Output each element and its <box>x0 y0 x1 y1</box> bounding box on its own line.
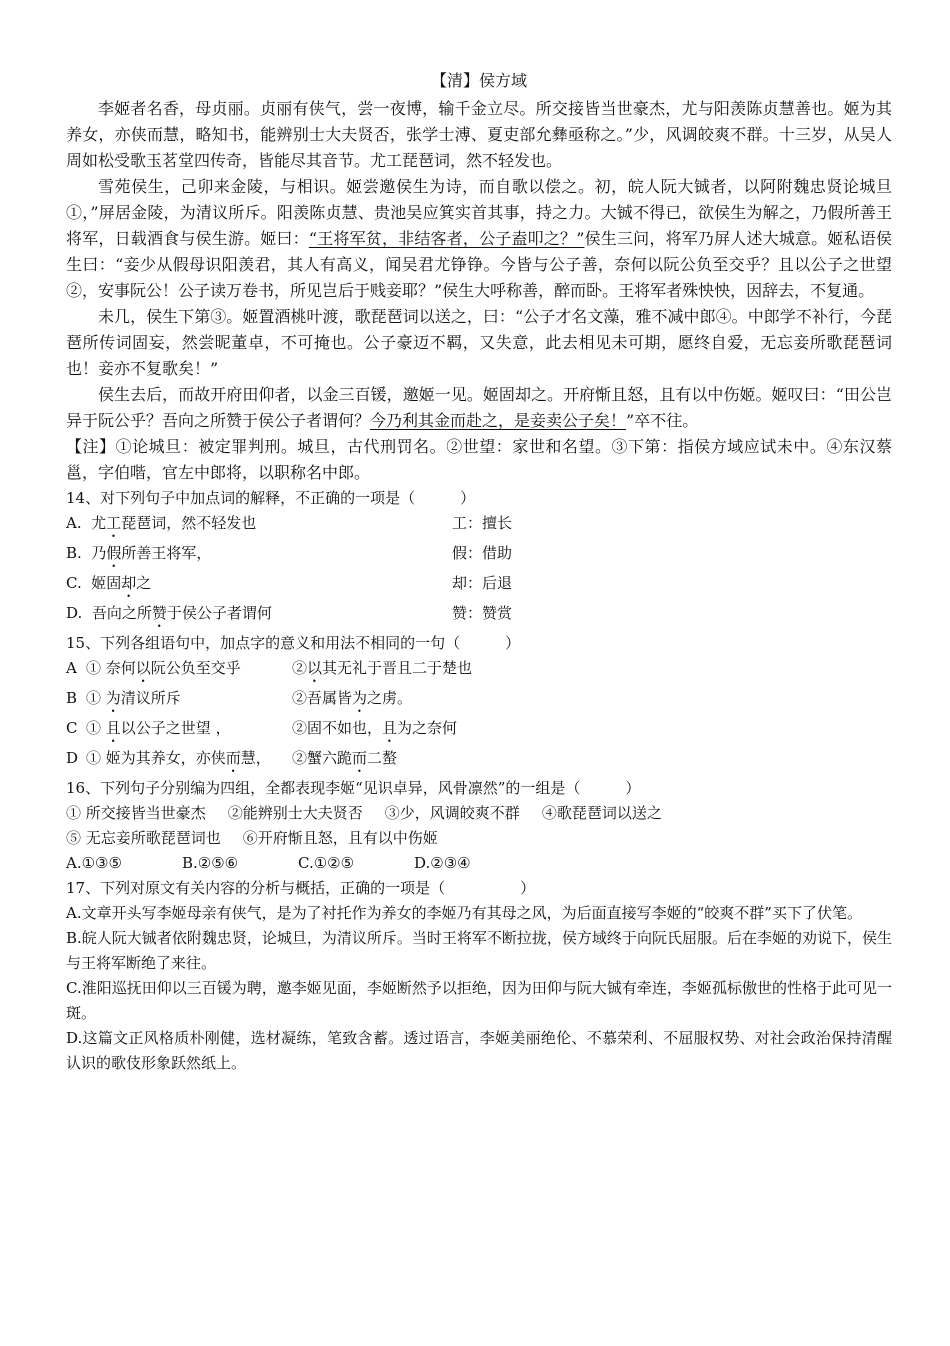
q15-c-sentence-1 <box>86 716 292 746</box>
sentence-pre: 尤 <box>91 514 107 532</box>
sentence-post: 之虏。 <box>367 689 413 707</box>
q17-option-c[interactable]: C.淮阳巡抚田仰以三百锾为聘，邀李姬见面，李姬断然予以拒绝，因为田仰与阮大铖有牵连，李姬孤标傲世的性格于此可见一斑。 <box>66 979 892 1022</box>
q15-b-sentence-2 <box>292 686 892 716</box>
q14-option-d-gloss: 赞：赞赏 <box>452 604 513 622</box>
passage-paragraph-2 <box>66 174 892 304</box>
sentence-pre: ① <box>86 689 106 707</box>
q16-choice-c[interactable]: C.①②⑤ <box>298 854 355 872</box>
p4-text-a: 侯生去后，而故开府田仰者，以金三百锾，邀姬一见。姬固却之。开府惭且怒，且有以中伤姬。姬叹曰：“田公岂异于阮公乎？吾向之所赞于侯公子者谓何？ <box>66 385 892 430</box>
dotted-word: 以 <box>307 659 323 677</box>
q14-option-c[interactable] <box>66 571 892 601</box>
sentence-pre: ②固不如也， <box>292 719 383 737</box>
sentence-post: 琵琶词，然不轻发也 <box>121 514 257 532</box>
option-letter: B <box>66 689 78 707</box>
sentence-post: 慧， <box>240 749 271 767</box>
q17-option-a[interactable]: A.文章开头写李姬母亲有侠气，是为了衬托作为养女的李姬乃有其母之风，为后面直接写李姬的“皎爽不群”买下了伏笔。 <box>66 904 862 922</box>
dotted-word: 而 <box>225 749 241 767</box>
option-letter: D <box>66 749 79 767</box>
q14-option-d[interactable] <box>66 601 892 631</box>
q15-option-c[interactable] <box>66 716 892 746</box>
dotted-word: 为 <box>352 689 368 707</box>
sentence-pre: ① 奈何 <box>86 659 136 677</box>
option-letter: C <box>66 719 78 737</box>
q16-stem: 16、下列句子分别编为四组，全都表现李姬“见识卓异，风骨凛然”的一组是（ ） <box>66 779 641 797</box>
q15-option-d[interactable] <box>66 746 892 776</box>
sentence-post: 阮公负至交乎 <box>150 659 241 677</box>
option-letter: D. <box>66 604 83 622</box>
q14-option-c-sentence <box>66 571 452 601</box>
dotted-word: 工 <box>106 514 122 532</box>
sentence-post: 为之奈何 <box>397 719 458 737</box>
q14-stem: 14、对下列句子中加点词的解释，不正确的一项是（ ） <box>66 489 476 507</box>
dotted-word: 却 <box>121 574 137 592</box>
annotation-note: 【注】①论城旦：被定罪判刑。城旦，古代刑罚名。②世望：家世和名望。③下第：指侯方域应试未中。④东汉蔡邕，字伯喈，官左中郎将，以职称名中郎。 <box>66 437 892 482</box>
dotted-word: 以 <box>135 659 151 677</box>
option-letter: A. <box>66 514 82 532</box>
q15-stem: 15、下列各组语句中，加点字的意义和用法不相同的一句（ ） <box>66 634 521 652</box>
sentence-pre: 吾向之所 <box>91 604 152 622</box>
q17-option-d[interactable]: D.这篇文正风格质朴刚健，选材凝练，笔致含蓄。透过语言，李姬美丽绝伦、不慕荣利、不屈服权势、对社会政治保持清醒认识的歌伎形象跃然纸上。 <box>66 1029 892 1072</box>
p2-text-b: 侯生三问，将军乃屏人述大城意。姬私语侯生曰：“妾少从假母识阳羡君，其人有高义，闻吴君尤铮铮。今皆与公子善，奈何以阮公负至交乎？且以公子之世望②，安事阮公！公子读万卷书，所见岂后于贱妾耶？”侯生大呼称善，醉而卧。王将军者殊怏怏，因辞去，不复通。 <box>66 229 892 300</box>
q17-option-b[interactable]: B.皖人阮大铖者依附魏忠贤，论城旦，为清议所斥。当时王将军不断拉拢，侯方域终于向阮氏屈服。后在李姬的劝说下，侯生与王将军断绝了来往。 <box>66 929 892 972</box>
sentence-post: 其无礼于晋且二于楚也 <box>322 659 473 677</box>
sentence-post: 以公子之世望 ， <box>120 719 231 737</box>
q16-item: ① 所交接皆当世豪杰 <box>66 804 206 822</box>
q14-option-a[interactable] <box>66 511 892 541</box>
passage-paragraph-3: 未几，侯生下第③。姬置酒桃叶渡，歌琵琶词以送之，曰：“公子才名文藻，雅不减中郎④。中郎学不补行，今琵琶所传词固妄，然尝昵董卓，不可掩也。公子豪迈不羁，又失意，此去相见未可期，愿终自爱，无忘妾所歌琵琶词也！妾亦不复歌矣！” <box>66 307 892 378</box>
sentence-post: 清议所斥 <box>120 689 181 707</box>
dotted-word: 且 <box>382 719 398 737</box>
dotted-word: 为 <box>105 689 121 707</box>
q15-option-a[interactable] <box>66 656 892 686</box>
underlined-quote-1: “王将军贫，非结客者，公子盍叩之？” <box>308 229 585 248</box>
q15-b-sentence-1 <box>86 686 292 716</box>
q15-d-sentence-1 <box>86 746 292 776</box>
q14-option-b-gloss: 假：借助 <box>452 544 513 562</box>
document-page <box>66 68 892 1076</box>
sentence-pre: 姬固 <box>91 574 122 592</box>
sentence-pre: ① 姬为其养女，亦侠 <box>86 749 226 767</box>
q16-item: ⑤ 无忘妾所歌琵琶词也 <box>66 829 221 847</box>
q14-option-b-sentence <box>66 541 452 571</box>
sentence-pre: ② <box>292 659 308 677</box>
q16-item: ③少，风调皎爽不群 <box>384 804 520 822</box>
dotted-word: 假 <box>106 544 122 562</box>
q14-option-a-sentence <box>66 511 452 541</box>
sentence-pre: ②蟹六跪 <box>292 749 353 767</box>
q15-a-sentence-1 <box>86 656 292 686</box>
sentence-post: 所善王将军， <box>121 544 212 562</box>
dotted-word: 且 <box>105 719 121 737</box>
sentence-post: 于侯公子者谓何 <box>166 604 272 622</box>
q17-stem: 17、下列对原文有关内容的分析与概括，正确的一项是（ ） <box>66 879 536 897</box>
dotted-word: 而 <box>352 749 368 767</box>
q16-item: ②能辨别士大夫贤否 <box>227 804 363 822</box>
sentence-pre: 乃 <box>91 544 107 562</box>
passage-paragraph-4 <box>66 382 892 434</box>
option-letter: A <box>66 659 77 677</box>
passage-title: 【清】侯方域 <box>430 71 527 90</box>
q14-option-b[interactable] <box>66 541 892 571</box>
q16-items-line-2 <box>66 826 892 851</box>
sentence-pre: ②吾属皆 <box>292 689 353 707</box>
q16-items-line-1 <box>66 801 892 826</box>
q14-option-c-gloss: 却：后退 <box>452 574 513 592</box>
sentence-post: 二螯 <box>367 749 398 767</box>
q15-option-b[interactable] <box>66 686 892 716</box>
p4-text-b: ”卒不往。 <box>626 411 699 430</box>
option-letter: B. <box>66 544 82 562</box>
q16-choice-d[interactable]: D.②③④ <box>414 854 471 872</box>
dotted-word: 赞 <box>151 604 167 622</box>
sentence-pre: ① <box>86 719 106 737</box>
sentence-post: 之 <box>136 574 152 592</box>
underlined-quote-2: 今乃利其金而赴之，是妾卖公子矣！ <box>370 411 627 430</box>
q16-choice-b[interactable]: B.②⑤⑥ <box>182 854 239 872</box>
q15-d-sentence-2 <box>292 746 892 776</box>
q16-choice-a[interactable]: A.①③⑤ <box>66 854 122 872</box>
q15-c-sentence-2 <box>292 716 892 746</box>
q16-item: ⑥开府惭且怒，且有以中伤姬 <box>242 829 438 847</box>
q15-a-sentence-2 <box>292 656 892 686</box>
p2-text-a: 雪苑侯生，己卯来金陵，与相识。姬尝邀侯生为诗，而自歌以偿之。初，皖人阮大铖者，以阿附魏忠贤论城旦①，”屏居金陵，为清议所斥。阳羡陈贞慧、贵池吴应箕实首其事，持之力。大铖不得已，欲侯生为解之，乃假所善王将军，日载酒食与侯生游。姬曰： <box>66 177 892 248</box>
q16-item: ④歌琵琶词以送之 <box>541 804 662 822</box>
q16-choices <box>66 851 892 876</box>
option-letter: C. <box>66 574 82 592</box>
q14-option-d-sentence <box>66 601 452 631</box>
q14-option-a-gloss: 工：擅长 <box>452 514 513 532</box>
passage-paragraph-1: 李姬者名香，母贞丽。贞丽有侠气，尝一夜博，输千金立尽。所交接皆当世豪杰，尤与阳羡陈贞慧善也。姬为其养女，亦侠而慧，略知书，能辨别士大夫贤否，张学士溥、夏吏部允彝亟称之。”少，风调皎爽不群。十三岁，从吴人周如松受歌玉茗堂四传奇，皆能尽其音节。尤工琵琶词，然不轻发也。 <box>66 99 892 170</box>
